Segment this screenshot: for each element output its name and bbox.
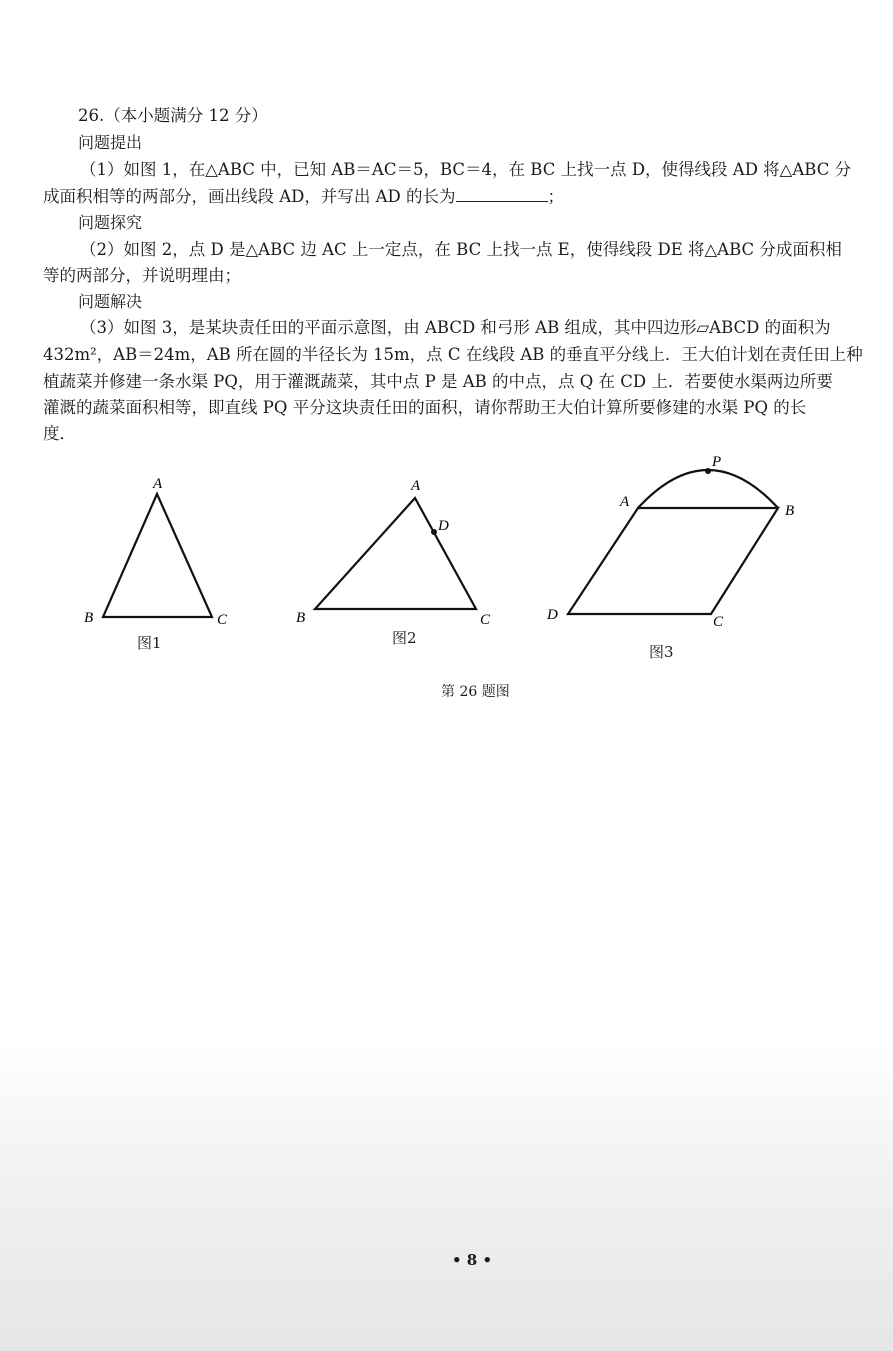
fig3-label-C: C bbox=[713, 614, 724, 630]
part2-line1: （2）如图 2，点 D 是△ABC 边 AC 上一定点，在 BC 上找一点 E，使得线段 DE 将△ABC 分成面积相 bbox=[80, 240, 842, 259]
fig1-label-C: C bbox=[217, 612, 228, 628]
part3-line1: （3）如图 3，是某块责任田的平面示意图，由 ABCD 和弓形 AB 组成，其中四边形▱ABCD 的面积为 bbox=[80, 318, 831, 337]
fig2-label-B: B bbox=[296, 610, 306, 626]
fig2-label-C: C bbox=[480, 612, 491, 628]
fig3-arc bbox=[638, 470, 778, 508]
fig3-label-A: A bbox=[620, 494, 630, 510]
figure-3 bbox=[546, 454, 794, 630]
part1-line2-text: 成面积相等的两部分，画出线段 AD，并写出 AD 的长为 bbox=[43, 187, 456, 206]
part3-line4: 灌溉的蔬菜面积相等，即直线 PQ 平分这块责任田的面积，请你帮助王大伯计算所要修建的水渠 PQ 的长 bbox=[43, 398, 807, 417]
fig1-label-B: B bbox=[84, 610, 94, 626]
fig2-point-D bbox=[431, 529, 437, 535]
figure-group-caption: 第 26 题图 bbox=[441, 684, 510, 700]
fig2-label-D: D bbox=[438, 518, 449, 534]
section-heading-explore: 问题探究 bbox=[78, 213, 143, 232]
fig2-label-A: A bbox=[411, 478, 421, 494]
part2-line2: 等的两部分，并说明理由； bbox=[43, 266, 241, 285]
fig3-label-D: D bbox=[547, 607, 558, 623]
fig3-label-P: P bbox=[712, 454, 722, 470]
fig1-label-A: A bbox=[153, 476, 163, 492]
part1-line2 bbox=[43, 187, 564, 207]
part3-line3: 植蔬菜并修建一条水渠 PQ，用于灌溉蔬菜，其中点 P 是 AB 的中点，点 Q 在 CD 上．若要使水渠两边所要 bbox=[43, 372, 833, 391]
fig2-triangle bbox=[315, 498, 476, 609]
answer-blank[interactable] bbox=[456, 187, 548, 202]
problem-title: 26.（本小题满分 12 分） bbox=[78, 106, 268, 125]
figure-1 bbox=[84, 476, 228, 628]
section-heading-raise: 问题提出 bbox=[78, 133, 143, 152]
fig3-caption: 图3 bbox=[649, 643, 674, 661]
fig2-caption: 图2 bbox=[392, 629, 417, 647]
fig3-label-B: B bbox=[785, 503, 795, 519]
section-heading-solve: 问题解决 bbox=[78, 292, 143, 311]
fig3-point-P bbox=[705, 468, 711, 474]
fig3-parallelogram bbox=[568, 508, 778, 614]
fig1-triangle bbox=[103, 494, 212, 617]
figures-svg bbox=[0, 440, 893, 680]
part3-line5: 度． bbox=[43, 424, 76, 443]
page-number: • 8 • bbox=[452, 1251, 493, 1269]
part1-line1: （1）如图 1，在△ABC 中，已知 AB＝AC＝5，BC＝4，在 BC 上找一点 D，使得线段 AD 将△ABC 分 bbox=[80, 160, 852, 179]
part1-line2-end: ； bbox=[547, 187, 565, 206]
part3-line2: 432m²，AB＝24m，AB 所在圆的半径长为 15m，点 C 在线段 AB 的垂直平分线上．王大伯计划在责任田上种 bbox=[43, 345, 863, 364]
fig1-caption: 图1 bbox=[137, 634, 162, 652]
figure-2 bbox=[296, 478, 491, 628]
